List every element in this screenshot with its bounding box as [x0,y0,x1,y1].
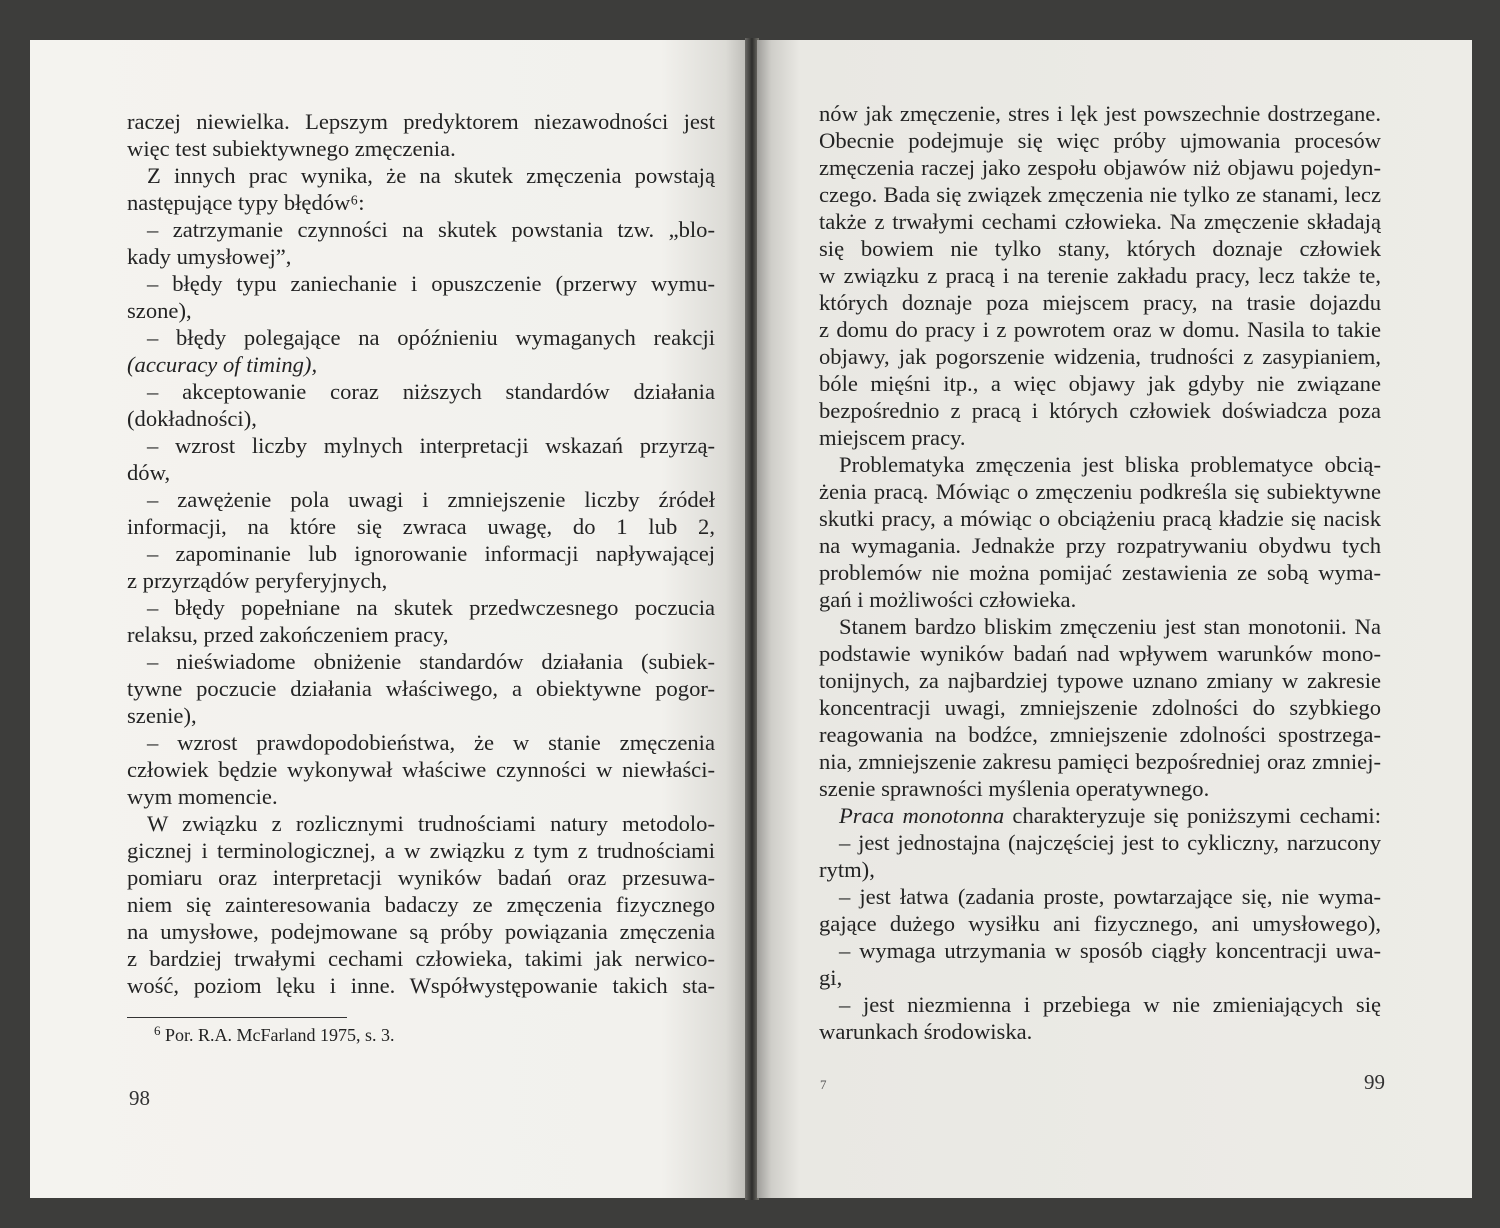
text-line: szone), [127,298,192,323]
text-line: – błędy popełniane na skutek przedwczesnego poczucia [147,595,715,620]
text-line: – błędy typu zaniechanie i opuszczenie (przerwy wymu- [147,271,715,296]
text-line: relaksu, przed zakończeniem pracy, [127,622,449,647]
text-line: bezpośrednio z pracą i których człowiek doświadcza poza [819,398,1381,423]
text-line: zmęczenia raczej jako zespołu objawów niż objawu pojedyn- [819,155,1381,180]
text-line: – nieświadome obniżenie standardów działania (subiek- [147,649,715,674]
footnote-mark: 6 [154,1023,161,1038]
text-line: pomiaru oraz interpretacji wyników badań oraz przesuwa- [127,865,715,890]
text-line: – wymaga utrzymania w sposób ciągły koncentracji uwa- [839,938,1381,963]
footnote-text: Por. R.A. McFarland 1975, s. 3. [165,1025,395,1045]
text-line: – zawężenie pola uwagi i zmniejszenie liczby źródeł [147,487,715,512]
text-line: gicznej i terminologicznej, a w związku z tym z trudnościami [127,838,715,863]
left-page-body-text [127,108,715,999]
text-line: szenie sprawności myślenia operatywnego. [819,776,1210,801]
text-line: (dokładności), [127,406,257,431]
text-line: Stanem bardzo bliskim zmęczeniu jest stan monotonii. Na [839,614,1381,639]
right-page [757,40,1472,1198]
text-line: – jest niezmienna i przebiega w nie zmieniających się [839,992,1381,1017]
text-line: – błędy polegające na opóźnieniu wymaganych reakcji [147,325,715,350]
text-line: z domu do pracy i z powrotem oraz w domu. Nasila to takie [819,317,1381,342]
text-line: raczej niewielka. Lepszym predyktorem niezawodności jest [127,109,715,134]
text-line: rytm), [819,857,875,882]
text-line: więc test subiektywnego zmęczenia. [127,136,456,161]
text-line: – wzrost liczby mylnych interpretacji wskazań przyrzą- [147,433,715,458]
text-line: czego. Bada się związek zmęczenia nie tylko ze stanami, lecz [819,182,1381,207]
text-line: miejscem pracy. [819,425,966,450]
text-line: – wzrost prawdopodobieństwa, że w stanie zmęczenia [147,730,715,755]
footnote-divider [127,1017,347,1018]
text-line: dów, [127,460,171,485]
text-line: z bardziej trwałymi cechami człowieka, takimi jak nerwico- [127,946,715,971]
text-line: Praca monotonna charakteryzuje się poniższymi cechami: [839,803,1381,828]
text-line: następujące typy błędów⁶: [127,190,365,215]
text-line: gające dużego wysiłku ani fizycznego, ani umysłowego), [819,911,1381,936]
text-line: żenia pracą. Mówiąc o zmęczeniu podkreśla się subiektywne [819,479,1381,504]
text-line: wym momencie. [127,784,278,809]
page-number-right: 99 [1364,1070,1385,1094]
text-line: warunkach środowiska. [819,1019,1033,1044]
text-line: (accuracy of timing), [127,352,318,377]
text-line: nia, zmniejszenie zakresu pamięci bezpośredniej oraz zmniej- [819,749,1381,774]
text-line: tywne poczucie działania właściwego, a obiektywne pogor- [127,676,715,701]
text-line: Obecnie podejmuje się więc próby ujmowania procesów [819,128,1381,153]
text-line: – jest łatwa (zadania proste, powtarzające się, nie wyma- [839,884,1381,909]
text-line: Problematyka zmęczenia jest bliska problematyce obcią- [839,452,1381,477]
text-line: na umysłowe, podejmowane są próby powiązania zmęczenia [127,919,715,944]
text-line: z przyrządów peryferyjnych, [127,568,388,593]
text-line: podstawie wyników badań nad wpływem warunków mono- [819,641,1381,666]
text-line: reagowania na bodźce, zmniejszenie zdolności spostrzega- [819,722,1381,747]
text-line: nów jak zmęczenie, stres i lęk jest powszechnie dostrzegane. [819,101,1381,126]
text-line: szenie), [127,703,197,728]
text-line: kady umysłowej”, [127,244,292,269]
text-line: także z trwałymi cechami człowieka. Na zmęczenie składają [819,209,1381,234]
text-line: wość, poziom lęku i inne. Współwystępowanie takich sta- [127,973,715,998]
text-line: – zatrzymanie czynności na skutek powstania tzw. „blo- [147,217,715,242]
text-line: koncentracji uwagi, zmniejszenie zdolności do szybkiego [819,695,1381,720]
text-line: objawy, jak pogorszenie widzenia, trudności z zasypianiem, [819,344,1381,369]
text-line: człowiek będzie wykonywał właściwe czynności w niewłaści- [127,757,715,782]
text-line: się bowiem nie tylko stany, których doznaje człowiek [819,236,1381,261]
text-line: – akceptowanie coraz niższych standardów działania [147,379,715,404]
text-line: problemów nie można pomijać zestawienia ze sobą wyma- [819,560,1381,585]
text-line: Z innych prac wynika, że na skutek zmęczenia powstają [147,163,715,188]
text-line: bóle mięśni itp., a więc objawy jak gdyby nie związane [819,371,1381,396]
text-line: – jest jednostajna (najczęściej jest to cykliczny, narzucony [839,830,1381,855]
text-line: skutki pracy, a mówiąc o obciążeniu pracą kładzie się nacisk [819,506,1381,531]
text-line: informacji, na które się zwraca uwagę, do 1 lub 2, [127,514,715,539]
left-page [30,40,747,1198]
text-line: w związku z pracą i na terenie zakładu pracy, lecz także te, [819,263,1381,288]
text-line: W związku z rozlicznymi trudnościami natury metodolo- [147,811,715,836]
text-line: gań i możliwości człowieka. [819,587,1077,612]
text-line: na wymagania. Jednakże przy rozpatrywaniu obydwu tych [819,533,1381,558]
text-line: niem się zainteresowania badaczy ze zmęczenia fizycznego [127,892,715,917]
text-line: gi, [819,965,843,990]
text-line: których doznaje poza miejscem pracy, na trasie dojazdu [819,290,1381,315]
footnote [154,1023,395,1046]
text-line: tonijnych, za najbardziej typowe uznano zmiany w zakresie [819,668,1381,693]
signature-mark: 7 [820,1077,827,1092]
text-line: – zapominanie lub ignorowanie informacji napływającej [147,541,715,566]
right-page-body-text [819,100,1381,1045]
page-number-left: 98 [129,1086,150,1110]
